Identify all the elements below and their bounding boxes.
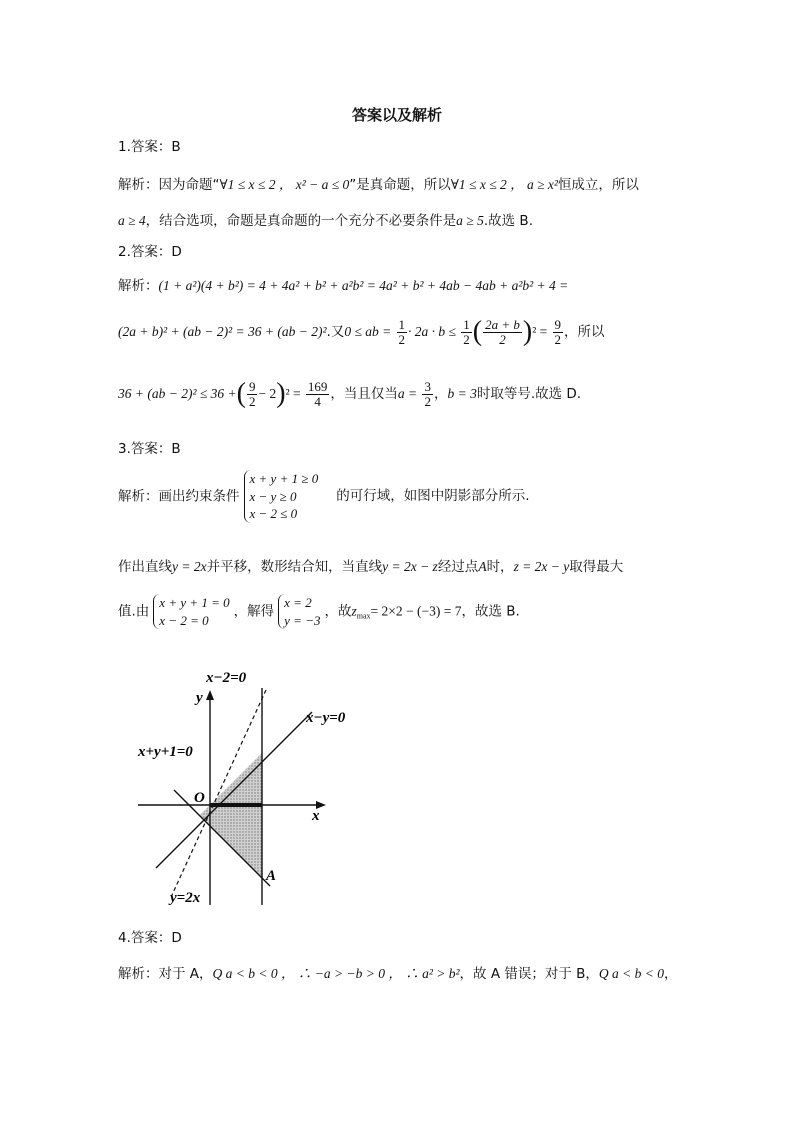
text: 取得最大: [569, 559, 624, 575]
math: − 2: [258, 386, 277, 401]
q1-explanation-line2: [118, 209, 533, 229]
text: 解析：因为命题“: [118, 177, 220, 193]
numerator: 9: [248, 378, 256, 394]
math: a ≥ 5: [456, 213, 484, 228]
text: ，解得: [233, 603, 275, 620]
math: = 2×2 − (−3) = 7: [370, 603, 462, 619]
text: ，所以: [564, 324, 605, 340]
text: 时取等号.故选 D.: [476, 386, 582, 402]
fraction: [461, 318, 472, 346]
text: ，: [433, 386, 448, 402]
text: 时，: [486, 559, 514, 575]
math: Q a < b < 0: [598, 966, 665, 981]
text: ，当且仅当: [330, 386, 398, 402]
fraction: [397, 318, 408, 346]
numerator: 3: [424, 378, 431, 394]
label-x-y-0: x−y=0: [306, 710, 346, 726]
text: 解析：画出约束条件: [118, 488, 240, 505]
q2-answer: 2.答案：D: [118, 244, 182, 260]
subscript: max: [356, 611, 371, 621]
label-point-a: A: [266, 868, 277, 884]
text: ，故 A 错误；对于 B，: [459, 966, 599, 982]
math: ∀1 ≤ x ≤ 2 ， a ≥ x²: [450, 177, 558, 192]
denominator: 2: [248, 393, 256, 409]
math: A: [478, 559, 487, 574]
math: (1 + a²)(4 + b²) = 4 + 4a² + b² + a²b² = 4a² + b² + 4ab − 4ab + a²b² + 4 =: [158, 278, 569, 293]
q2-explanation-line2: (2a + b)² + (ab − 2)² = 36 + (ab − 2)².又0 ≤ ab = $\frac{1}{2}$ · 2a · b ≤ $\frac{1}{2}$ ( $\frac{2a + b}{2}$ )² = $\frac{9}{2}$ ，所以: [118, 316, 605, 347]
text: 经过点: [437, 559, 479, 575]
text: .故选 B.: [483, 213, 533, 229]
q4-answer: 4.答案：D: [118, 930, 182, 946]
fraction: [422, 380, 433, 408]
q1-explanation-line1: [118, 173, 639, 193]
constraint-system: [244, 470, 319, 523]
math: ∀1 ≤ x ≤ 2 ， x² − a ≤ 0: [219, 177, 350, 192]
label-y: y: [196, 690, 203, 706]
math: a ≥ 4: [118, 213, 146, 228]
denominator: 2: [398, 331, 406, 347]
math: 36 + (ab − 2)² ≤ 36 +: [118, 386, 237, 401]
denominator: 2: [499, 331, 506, 347]
math: · 2a · b ≤: [408, 324, 456, 339]
q2-explanation-line3: 36 + (ab − 2)² ≤ 36 +( $\frac{9}{2}$ − 2)² = $\frac{169}{4}$ ，当且仅当a = $\frac{3}{2}$ ，b = 3时取等号.故选 D.: [118, 378, 582, 409]
q3-answer: 3.答案：B: [118, 441, 181, 457]
denominator: 2: [424, 393, 431, 409]
label-y-2x: y=2x: [170, 890, 201, 906]
q3-explanation-line1: [118, 470, 530, 523]
math: z = 2x − y: [513, 559, 570, 574]
equation: x − y ≥ 0: [249, 488, 297, 504]
fraction: [483, 318, 522, 346]
math: (2a + b)² + (ab − 2)² = 36 + (ab − 2)²: [118, 324, 327, 339]
fraction: [306, 380, 330, 408]
text: 值.由: [118, 603, 150, 620]
label-origin: O: [194, 790, 205, 806]
page-title: 答案以及解析: [351, 106, 442, 124]
equation: x = 2: [284, 595, 312, 610]
text: 恒成立，所以: [557, 177, 639, 193]
equation: x − 2 = 0: [159, 612, 209, 628]
math: y = 2x: [172, 559, 207, 574]
math: ² =: [532, 324, 548, 339]
label-x: x: [312, 808, 320, 824]
solution-system: [278, 594, 320, 629]
text: ，结合选项，命题是真命题的一个充分不必要条件是: [145, 213, 457, 229]
text: 并平移，数形结合知，当直线: [206, 559, 383, 575]
q4-explanation-line1: [118, 962, 678, 982]
text: 作出直线: [118, 559, 172, 575]
text: 解析：对于 A，: [118, 966, 213, 982]
math: b = 3: [447, 386, 477, 401]
numerator: 9: [554, 316, 562, 332]
denominator: 2: [554, 331, 562, 347]
text: ，故选 B.: [461, 603, 520, 620]
label-x-y-1-0: x+y+1=0: [138, 744, 193, 760]
numerator: 1: [463, 316, 470, 332]
text: ”是真命题，所以: [349, 177, 451, 193]
text: ，: [664, 966, 678, 982]
label-x-2-0: x−2=0: [206, 670, 247, 686]
text: ，故: [324, 603, 352, 620]
numerator: 2a + b: [485, 316, 520, 332]
fraction: [247, 380, 258, 408]
math: z: [351, 603, 357, 619]
math: 0 ≤ ab =: [344, 324, 392, 339]
q3-explanation-line2: [118, 555, 623, 575]
equation: y = −3: [284, 612, 321, 628]
text: 解析：: [118, 278, 159, 294]
fraction: [553, 318, 564, 346]
numerator: 169: [307, 378, 328, 394]
feasible-region-graph: [134, 660, 346, 910]
y-axis-arrow: [206, 690, 214, 700]
math: Q a < b < 0 ， ∴ −a > −b > 0 ， ∴ a² > b²: [212, 966, 460, 981]
equation-system: [153, 594, 229, 629]
text: 的可行域，如图中阴影部分所示.: [336, 488, 530, 505]
equation: x + y + 1 = 0: [159, 595, 230, 610]
denominator: 4: [314, 393, 321, 409]
math: a =: [397, 386, 418, 401]
math: y = 2x − z: [382, 559, 438, 574]
math: ² =: [285, 386, 301, 401]
numerator: 1: [398, 316, 406, 332]
denominator: 2: [463, 331, 470, 347]
q3-explanation-line3: [118, 594, 520, 629]
equation: x + y + 1 ≥ 0: [249, 471, 319, 486]
equation: x − 2 ≤ 0: [249, 506, 298, 522]
q2-explanation-line1: [118, 274, 568, 294]
q1-answer: 1.答案：B: [118, 139, 181, 155]
text: .又: [326, 324, 345, 340]
